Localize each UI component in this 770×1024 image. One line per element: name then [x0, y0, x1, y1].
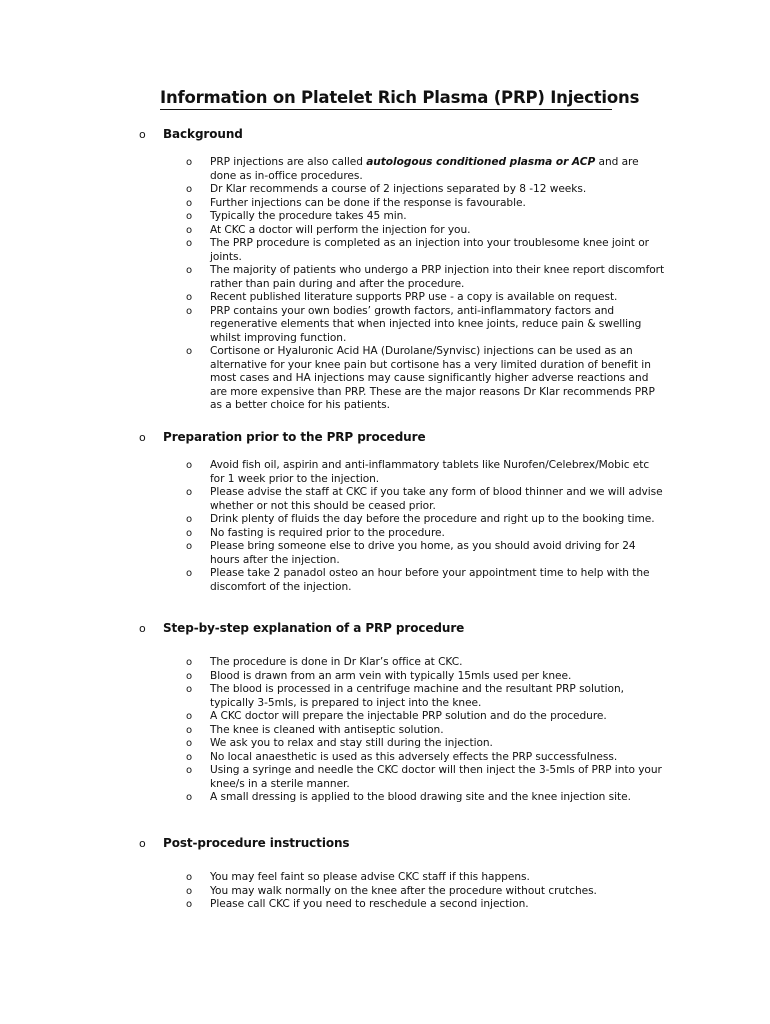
list-item-text: PRP injections are also called [210, 156, 367, 168]
list-item-text: At CKC a doctor will perform the injection for you. [210, 223, 471, 236]
list-item-text: Please advise the staff at CKC if you take any form of blood thinner and we will advise whether or not this should be ceased prior. [210, 486, 663, 512]
list-bullet: o [186, 657, 193, 668]
list-bullet: o [186, 738, 193, 749]
list-bullet: o [186, 487, 193, 498]
list-item [186, 305, 666, 346]
section-bullet: o [139, 431, 146, 444]
list-item [186, 885, 666, 899]
section-bullet: o [139, 622, 146, 635]
list-item [186, 791, 666, 805]
list-item [186, 459, 666, 486]
list-item [186, 527, 666, 541]
list-bullet: o [186, 265, 193, 276]
post-procedure-list [186, 871, 666, 912]
list-item-text: Blood is drawn from an arm vein with typically 15mls used per knee. [210, 669, 572, 682]
list-item-text: No local anaesthetic is used as this adversely effects the PRP successfulness. [210, 750, 618, 763]
list-item-text: No fasting is required prior to the procedure. [210, 526, 445, 539]
list-bullet: o [186, 885, 193, 897]
list-bullet: o [186, 568, 193, 579]
list-bullet: o [186, 792, 193, 803]
list-item [186, 751, 666, 765]
list-item-text: A CKC doctor will prepare the injectable PRP solution and do the procedure. [210, 710, 607, 722]
list-bullet: o [186, 305, 193, 317]
list-item [186, 210, 666, 224]
list-item-text: You may walk normally on the knee after the procedure without crutches. [210, 884, 597, 897]
list-bullet: o [186, 346, 193, 357]
list-item-text: We ask you to relax and stay still during the injection. [210, 737, 493, 749]
list-item-text: The knee is cleaned with antiseptic solution. [210, 723, 444, 736]
list-item-text: Avoid fish oil, aspirin and anti-inflammatory tablets like Nurofen/Celebrex/Mobic etc for 1 week prior to the injection. [210, 459, 650, 485]
list-bullet: o [186, 238, 193, 249]
list-item-text: Recent published literature supports PRP use - a copy is available on request. [210, 291, 618, 303]
section-heading-background: Background [163, 127, 243, 141]
list-item [186, 656, 666, 670]
list-item-text: Typically the procedure takes 45 min. [210, 210, 407, 222]
document-title: Information on Platelet Rich Plasma (PRP) Injections [160, 88, 640, 107]
list-item [186, 156, 666, 183]
list-bullet: o [186, 211, 193, 222]
list-bullet: o [186, 724, 193, 736]
section-bullet: o [139, 128, 146, 141]
list-item [186, 540, 666, 567]
list-bullet: o [186, 684, 193, 695]
background-list [186, 156, 666, 413]
section-heading-post-procedure: Post-procedure instructions [163, 836, 350, 850]
list-item [186, 237, 666, 264]
list-bullet: o [186, 527, 193, 539]
list-item-text: Please call CKC if you need to reschedule a second injection. [210, 898, 529, 910]
list-item-text: The PRP procedure is completed as an injection into your troublesome knee joint or joints. [210, 237, 649, 263]
list-item-text: The blood is processed in a centrifuge machine and the resultant PRP solution, typically 3-5mls, is prepared to inject into the knee. [210, 683, 624, 709]
list-bullet: o [186, 197, 193, 209]
list-item [186, 345, 666, 413]
list-bullet: o [186, 541, 193, 552]
list-item-text: Drink plenty of fluids the day before the procedure and right up to the booking time. [210, 513, 655, 525]
list-item-text: Please bring someone else to drive you home, as you should avoid driving for 24 hours after the injection. [210, 540, 636, 566]
list-item [186, 898, 666, 912]
list-item-text: and are done as in-office procedures. [210, 156, 639, 182]
list-bullet: o [186, 765, 193, 776]
list-item [186, 724, 666, 738]
list-item-text: The procedure is done in Dr Klar’s office at CKC. [210, 656, 463, 668]
list-item [186, 567, 666, 594]
list-item-text: The majority of patients who undergo a PRP injection into their knee report discomfort rather than pain during and after the procedure. [210, 264, 665, 290]
list-item-text: Please take 2 panadol osteo an hour before your appointment time to help with the discomfort of the injection. [210, 567, 650, 593]
emphasized-term: autologous conditioned plasma or ACP [366, 156, 596, 168]
list-item-text: Cortisone or Hyaluronic Acid HA (Durolane/Synvisc) injections can be used as an alternative for your knee pain but cortisone has a very limited duration of benefit in most cases and HA injections may cause significantly higher adverse reactions and are more expensive than PRP. These are the major reasons Dr Klar recommends PRP as a better choice for his patients. [210, 345, 655, 411]
step-by-step-list [186, 656, 666, 805]
section-heading-step-by-step: Step-by-step explanation of a PRP procedure [163, 621, 465, 635]
list-item-text: Using a syringe and needle the CKC doctor will then inject the 3-5mls of PRP into your knee/s in a sterile manner. [210, 764, 662, 790]
list-item-text: A small dressing is applied to the blood drawing site and the knee injection site. [210, 791, 631, 803]
list-item [186, 764, 666, 791]
list-item [186, 291, 666, 305]
list-bullet: o [186, 751, 193, 763]
list-bullet: o [186, 157, 193, 168]
list-item [186, 486, 666, 513]
list-item [186, 683, 666, 710]
list-item-text: Further injections can be done if the response is favourable. [210, 196, 526, 209]
list-item [186, 264, 666, 291]
list-item-text: You may feel faint so please advise CKC staff if this happens. [210, 871, 530, 883]
section-bullet: o [139, 837, 146, 850]
section-heading-preparation: Preparation prior to the PRP procedure [163, 430, 426, 444]
list-item [186, 513, 666, 527]
list-bullet: o [186, 872, 193, 883]
list-bullet: o [186, 460, 193, 471]
list-item-text: Dr Klar recommends a course of 2 injections separated by 8 -12 weeks. [210, 183, 587, 195]
list-bullet: o [186, 899, 193, 910]
list-bullet: o [186, 184, 193, 195]
list-item [186, 737, 666, 751]
list-item [186, 183, 666, 197]
list-bullet: o [186, 670, 193, 682]
preparation-list [186, 459, 666, 594]
title-underline [160, 109, 612, 110]
list-item [186, 224, 666, 238]
list-bullet: o [186, 514, 193, 525]
list-bullet: o [186, 224, 193, 236]
list-bullet: o [186, 292, 193, 303]
list-item [186, 710, 666, 724]
list-item [186, 197, 666, 211]
list-bullet: o [186, 711, 193, 722]
list-item [186, 871, 666, 885]
list-item-text: PRP contains your own bodies’ growth factors, anti-inflammatory factors and regenerative elements that when injected into knee joints, reduce pain & swelling whilst improving function. [210, 304, 642, 344]
list-item [186, 670, 666, 684]
